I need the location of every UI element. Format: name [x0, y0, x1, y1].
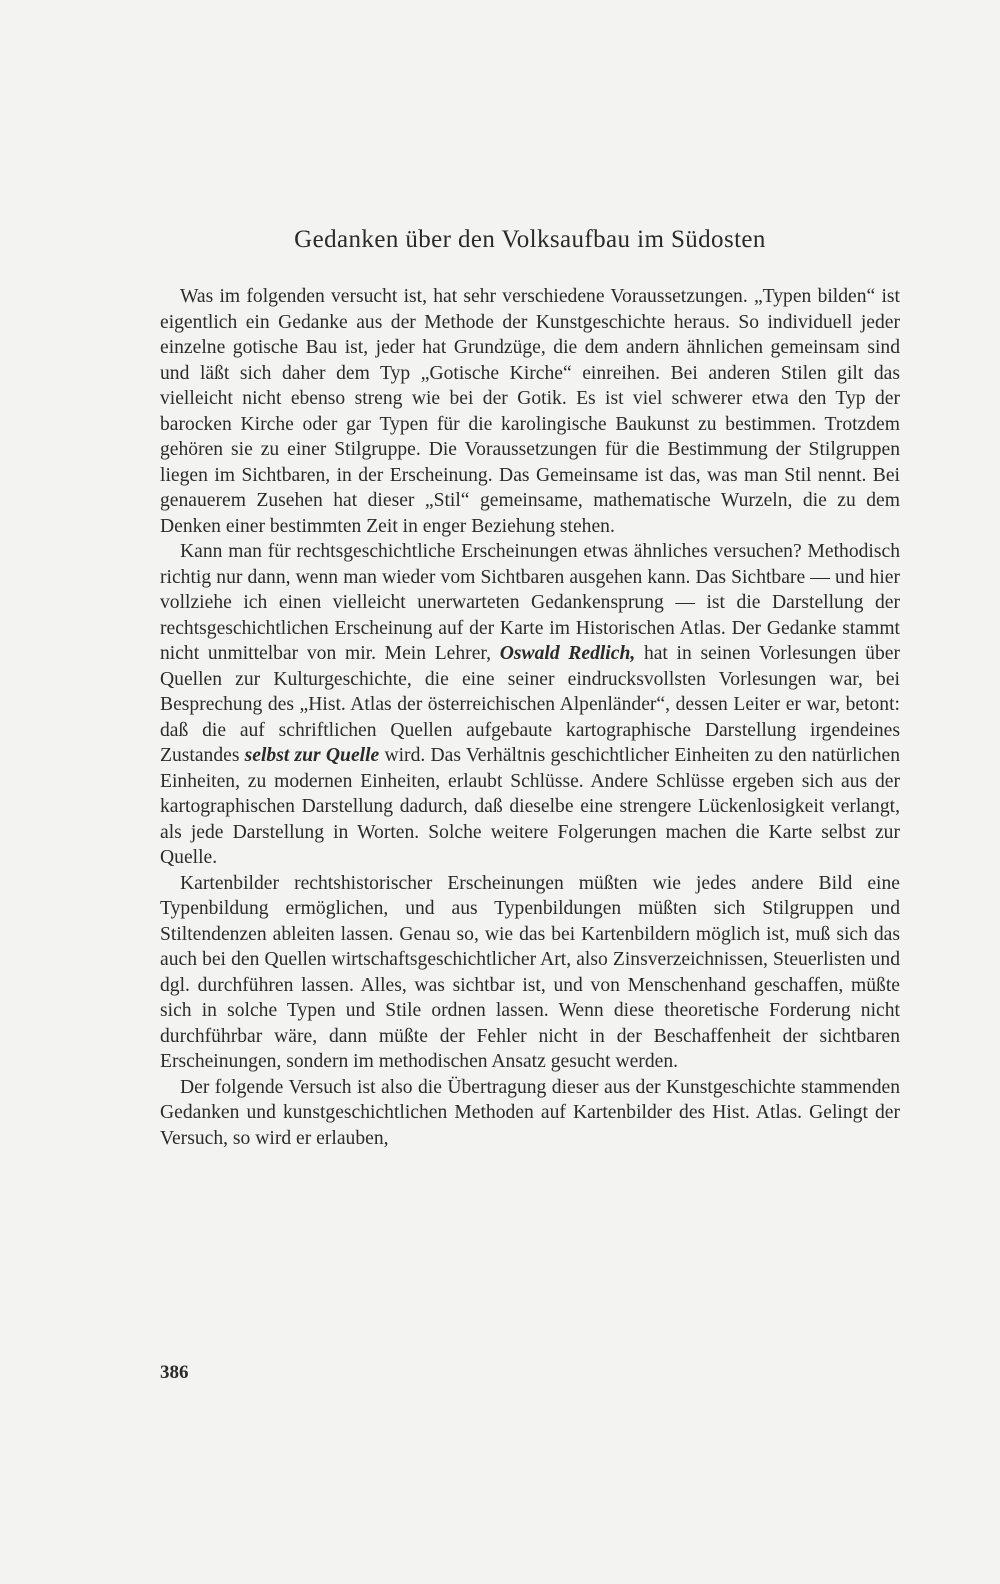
paragraph-text: Was im folgenden versucht ist, hat sehr verschiedene Voraussetzungen. „Typen bilden“ ist eigentlich ein Gedanke aus der Methode der Kunstgeschichte heraus. So individuell jeder einzelne gotische Bau ist, jeder hat Grundzüge, die dem andern ähnlichen gemeinsam sind und läßt sich daher dem Typ „Gotische Kirche“ einreihen. Bei anderen Stilen gilt das vielleicht nicht ebenso streng wie bei der Gotik. Es ist viel schwerer etwa den Typ der barocken Kirche oder gar Typen für die karolingische Baukunst zu bestimmen. Trotzdem gehören sie zu einer Stilgruppe. Die Voraussetzungen für die Bestimmung der Stilgruppen liegen im Sichtbaren, in der Erscheinung. Das Gemeinsame ist das, was man Stil nennt. Bei genauerem Zusehen hat dieser „Stil“ gemeinsame, mathematische Wurzeln, die zu dem Denken einer bestimmten Zeit in enger Beziehung stehen. — [160, 286, 900, 537]
paragraph — [160, 284, 900, 539]
chapter-title: Gedanken über den Volksaufbau im Südosten — [294, 226, 766, 253]
paragraph-text: hat in seinen Vorlesungen über Quellen zur Kulturgeschichte, die eine seiner eindrucksvollsten Vorlesungen war, bei Besprechung des „Hist. Atlas der österreichischen Alpenländer“, dessen Leiter er war, betont: daß die auf schriftlichen Quellen aufgebaute kartographische Darstellung irgendeines Zustandes — [160, 643, 900, 766]
paragraph-text: Kartenbilder rechtshistorischer Erscheinungen müßten wie jedes andere Bild eine Typenbildung ermöglichen, und aus Typenbildungen müßten sich Stilgruppen und Stiltendenzen ableiten lassen. Genau so, wie das bei Kartenbildern möglich ist, muß sich das auch bei den Quellen wirtschaftsgeschichtlicher Art, also Zinsverzeichnissen, Steuerlisten und dgl. durchführen lassen. Alles, was sichtbar ist, und von Menschenhand geschaffen, müßte sich in solche Typen und Stile ordnen lassen. Wenn diese theoretische Forderung nicht durchführbar wäre, dann müßte der Fehler nicht in der Beschaffenheit der sichtbaren Erscheinungen, sondern im methodischen Ansatz gesucht werden. — [160, 872, 900, 1072]
page-number: 386 — [160, 1362, 189, 1383]
emphasized-text: Oswald Redlich, — [499, 643, 636, 664]
emphasized-text: selbst zur Quelle — [244, 745, 380, 766]
paragraph-text: wird. Das Verhältnis geschichtlicher Einheiten zu den natürlichen Einheiten, zu modernen Einheiten, erlaubt Schlüsse. Andere Schlüsse ergeben sich aus der kartographischen Darstellung dadurch, daß dieselbe eine strengere Lückenlosigkeit verlangt, als jede Darstellung in Worten. Solche weitere Folgerungen machen die Karte selbst zur Quelle. — [160, 745, 900, 868]
paragraph — [160, 539, 900, 871]
body-text — [160, 284, 900, 1151]
paragraph — [160, 1075, 900, 1152]
paragraph — [160, 871, 900, 1075]
paragraph-text: Kann man für rechtsgeschichtliche Erscheinungen etwas ähnliches versuchen? Methodisch richtig nur dann, wenn man wieder vom Sichtbaren ausgehen kann. Das Sichtbare — und hier vollziehe ich einen vielleicht unerwarteten Gedankensprung — ist die Darstellung der rechtsgeschichtlichen Erscheinung auf der Karte im Historischen Atlas. Der Gedanke stammt nicht unmittelbar von mir. Mein Lehrer, — [160, 541, 900, 664]
paragraph-text: Der folgende Versuch ist also die Übertragung dieser aus der Kunstgeschichte stammenden Gedanken und kunstgeschichtlichen Methoden auf Kartenbilder des Hist. Atlas. Gelingt der Versuch, so wird er erlauben, — [160, 1076, 900, 1149]
